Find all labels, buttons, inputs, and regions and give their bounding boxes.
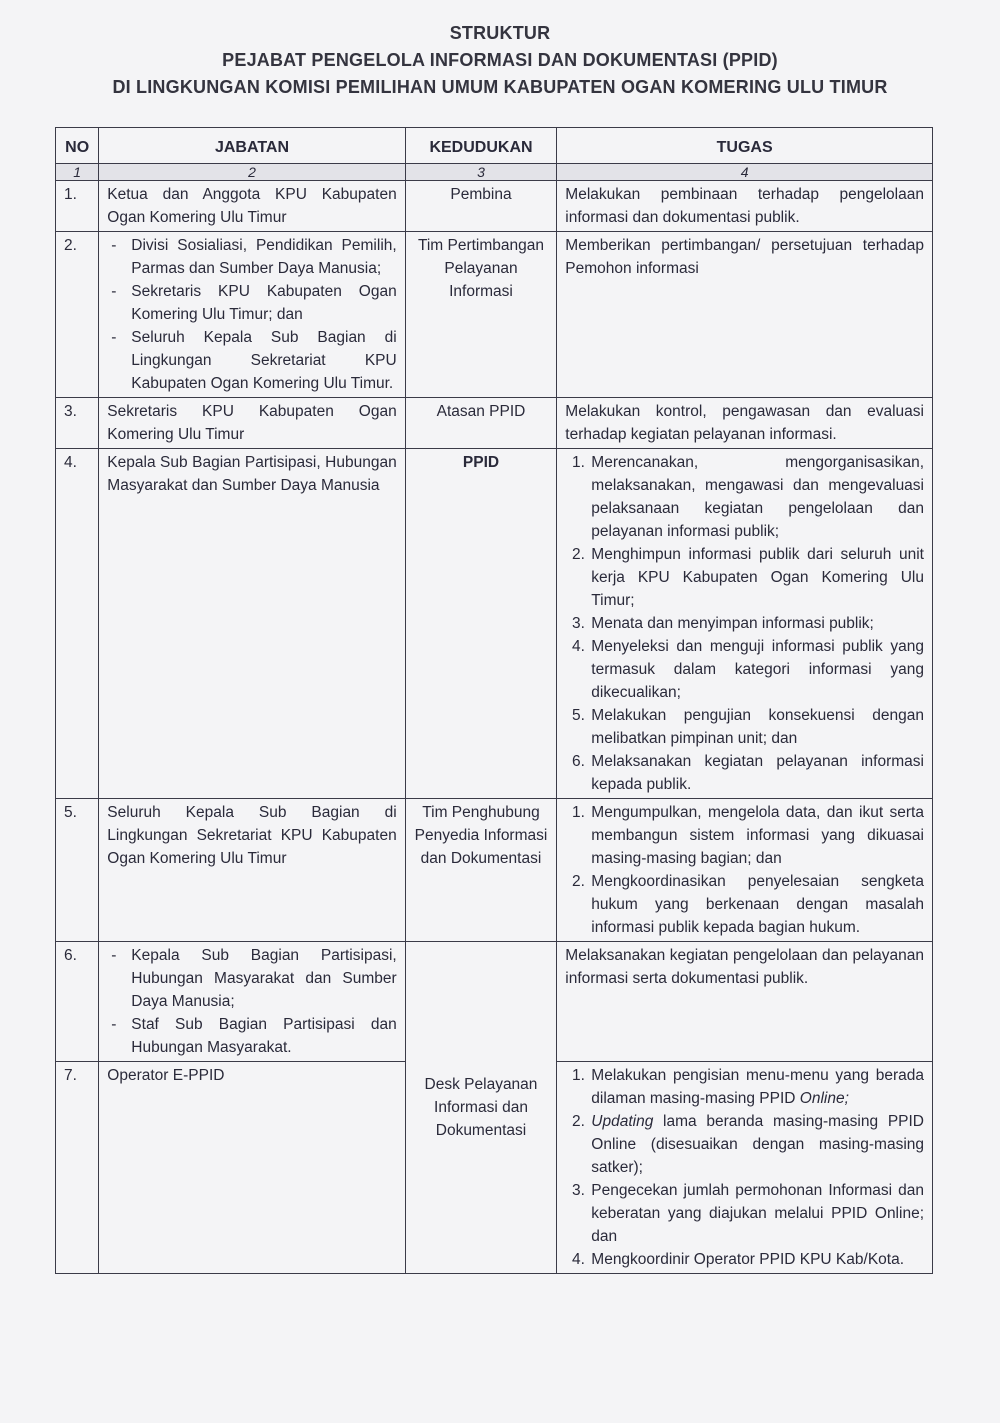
row-no: 7.: [56, 1062, 99, 1274]
list-item: 4. Menyeleksi dan menguji informasi publik yang termasuk dalam kategori informasi yang dikecualikan;: [589, 635, 924, 704]
list-item: 3. Pengecekan jumlah permohonan Informasi dan keberatan yang diajukan melalui PPID Online; dan: [589, 1179, 924, 1248]
row-tugas: Melaksanakan kegiatan pengelolaan dan pelayanan informasi serta dokumentasi publik.: [557, 942, 933, 1062]
row-tugas: Melakukan kontrol, pengawasan dan evaluasi terhadap kegiatan pelayanan informasi.: [557, 398, 933, 449]
list-item-text: lama beranda masing-masing PPID Online (disesuaikan dengan masing-masing satker);: [591, 1113, 924, 1176]
ppid-structure-table: [55, 127, 933, 1274]
row-jabatan: Sekretaris KPU Kabupaten Ogan Komering Ulu Timur: [99, 398, 405, 449]
list-item-text: Melakukan pengisian menu-menu yang berada dilaman masing-masing PPID: [591, 1067, 924, 1107]
table-row: [56, 181, 933, 232]
jabatan-list: [107, 944, 396, 1059]
list-item: - Divisi Sosialiasi, Pendidikan Pemilih, Parmas dan Sumber Daya Manusia;: [131, 234, 396, 280]
title-line-3: DI LINGKUNGAN KOMISI PEMILIHAN UMUM KABUPATEN OGAN KOMERING ULU TIMUR: [112, 77, 888, 97]
list-item: 4. Mengkoordinir Operator PPID KPU Kab/Kota.: [589, 1248, 924, 1271]
row-no: 6.: [56, 942, 99, 1062]
list-item-italic: Updating: [591, 1113, 654, 1130]
col-number-1: 1: [56, 164, 99, 181]
row-tugas: [557, 449, 933, 799]
row-no: 3.: [56, 398, 99, 449]
header-no: NO: [56, 128, 99, 164]
tugas-list: [565, 1064, 924, 1271]
row-kedudukan: Pembina: [405, 181, 557, 232]
list-item: 2. Menghimpun informasi publik dari seluruh unit kerja KPU Kabupaten Ogan Komering Ulu Timur;: [589, 543, 924, 612]
row-jabatan: Operator E-PPID: [99, 1062, 405, 1274]
table-row: [56, 398, 933, 449]
table-row: [56, 799, 933, 942]
row-tugas: [557, 1062, 933, 1274]
row-no: 4.: [56, 449, 99, 799]
row-kedudukan: Desk Pelayanan Informasi dan Dokumentasi: [405, 942, 557, 1274]
list-item: 1. Mengumpulkan, mengelola data, dan ikut serta membangun sistem informasi yang dikuasai masing-masing bagian; dan: [589, 801, 924, 870]
row-jabatan: Seluruh Kepala Sub Bagian di Lingkungan Sekretariat KPU Kabupaten Ogan Komering Ulu Timur: [99, 799, 405, 942]
row-jabatan: [99, 942, 405, 1062]
list-item: [589, 1064, 924, 1110]
row-no: 2.: [56, 232, 99, 398]
column-number-row: [56, 164, 933, 181]
list-item: [589, 1110, 924, 1179]
row-jabatan: [99, 232, 405, 398]
row-kedudukan: Tim Pertimbangan Pelayanan Informasi: [405, 232, 557, 398]
list-item: - Staf Sub Bagian Partisipasi dan Hubungan Masyarakat.: [131, 1013, 396, 1059]
row-no: 5.: [56, 799, 99, 942]
list-item: 2. Mengkoordinasikan penyelesaian sengketa hukum yang berkenaan dengan masalah informasi publik kepada bagian hukum.: [589, 870, 924, 939]
list-item: 1. Merencanakan, mengorganisasikan, melaksanakan, mengawasi dan mengevaluasi pelaksanaan kegiatan pengelolaan dan pelayanan informasi publik;: [589, 451, 924, 543]
col-number-2: 2: [99, 164, 405, 181]
row-no: 1.: [56, 181, 99, 232]
table-header-row: [56, 128, 933, 164]
header-tugas: TUGAS: [557, 128, 933, 164]
title-line-2: PEJABAT PENGELOLA INFORMASI DAN DOKUMENTASI (PPID): [222, 50, 778, 70]
list-item: 3. Menata dan menyimpan informasi publik;: [589, 612, 924, 635]
header-kedudukan: KEDUDUKAN: [405, 128, 557, 164]
list-item: 5. Melakukan pengujian konsekuensi dengan melibatkan pimpinan unit; dan: [589, 704, 924, 750]
row-kedudukan: Atasan PPID: [405, 398, 557, 449]
tugas-list: [565, 801, 924, 939]
title-line-1: STRUKTUR: [449, 23, 551, 43]
tugas-list: [565, 451, 924, 796]
col-number-4: 4: [557, 164, 933, 181]
header-jabatan: JABATAN: [99, 128, 405, 164]
list-item: 6. Melaksanakan kegiatan pelayanan informasi kepada publik.: [589, 750, 924, 796]
list-item: - Sekretaris KPU Kabupaten Ogan Komering Ulu Timur; dan: [131, 280, 396, 326]
row-tugas: Melakukan pembinaan terhadap pengelolaan informasi dan dokumentasi publik.: [557, 181, 933, 232]
row-kedudukan: PPID: [405, 449, 557, 799]
list-item: - Seluruh Kepala Sub Bagian di Lingkungan Sekretariat KPU Kabupaten Ogan Komering Ulu Timur.: [131, 326, 396, 395]
list-item: - Kepala Sub Bagian Partisipasi, Hubungan Masyarakat dan Sumber Daya Manusia;: [131, 944, 396, 1013]
row-tugas: Memberikan pertimbangan/ persetujuan terhadap Pemohon informasi: [557, 232, 933, 398]
row-jabatan: Kepala Sub Bagian Partisipasi, Hubungan Masyarakat dan Sumber Daya Manusia: [99, 449, 405, 799]
col-number-3: 3: [405, 164, 557, 181]
jabatan-list: [107, 234, 396, 395]
document-title: [0, 20, 1000, 101]
row-kedudukan: Tim Penghubung Penyedia Informasi dan Dokumentasi: [405, 799, 557, 942]
table-row: [56, 449, 933, 799]
table-row: [56, 942, 933, 1062]
row-tugas: [557, 799, 933, 942]
table-row: [56, 232, 933, 398]
row-jabatan: Ketua dan Anggota KPU Kabupaten Ogan Komering Ulu Timur: [99, 181, 405, 232]
list-item-italic: Online;: [799, 1090, 849, 1107]
